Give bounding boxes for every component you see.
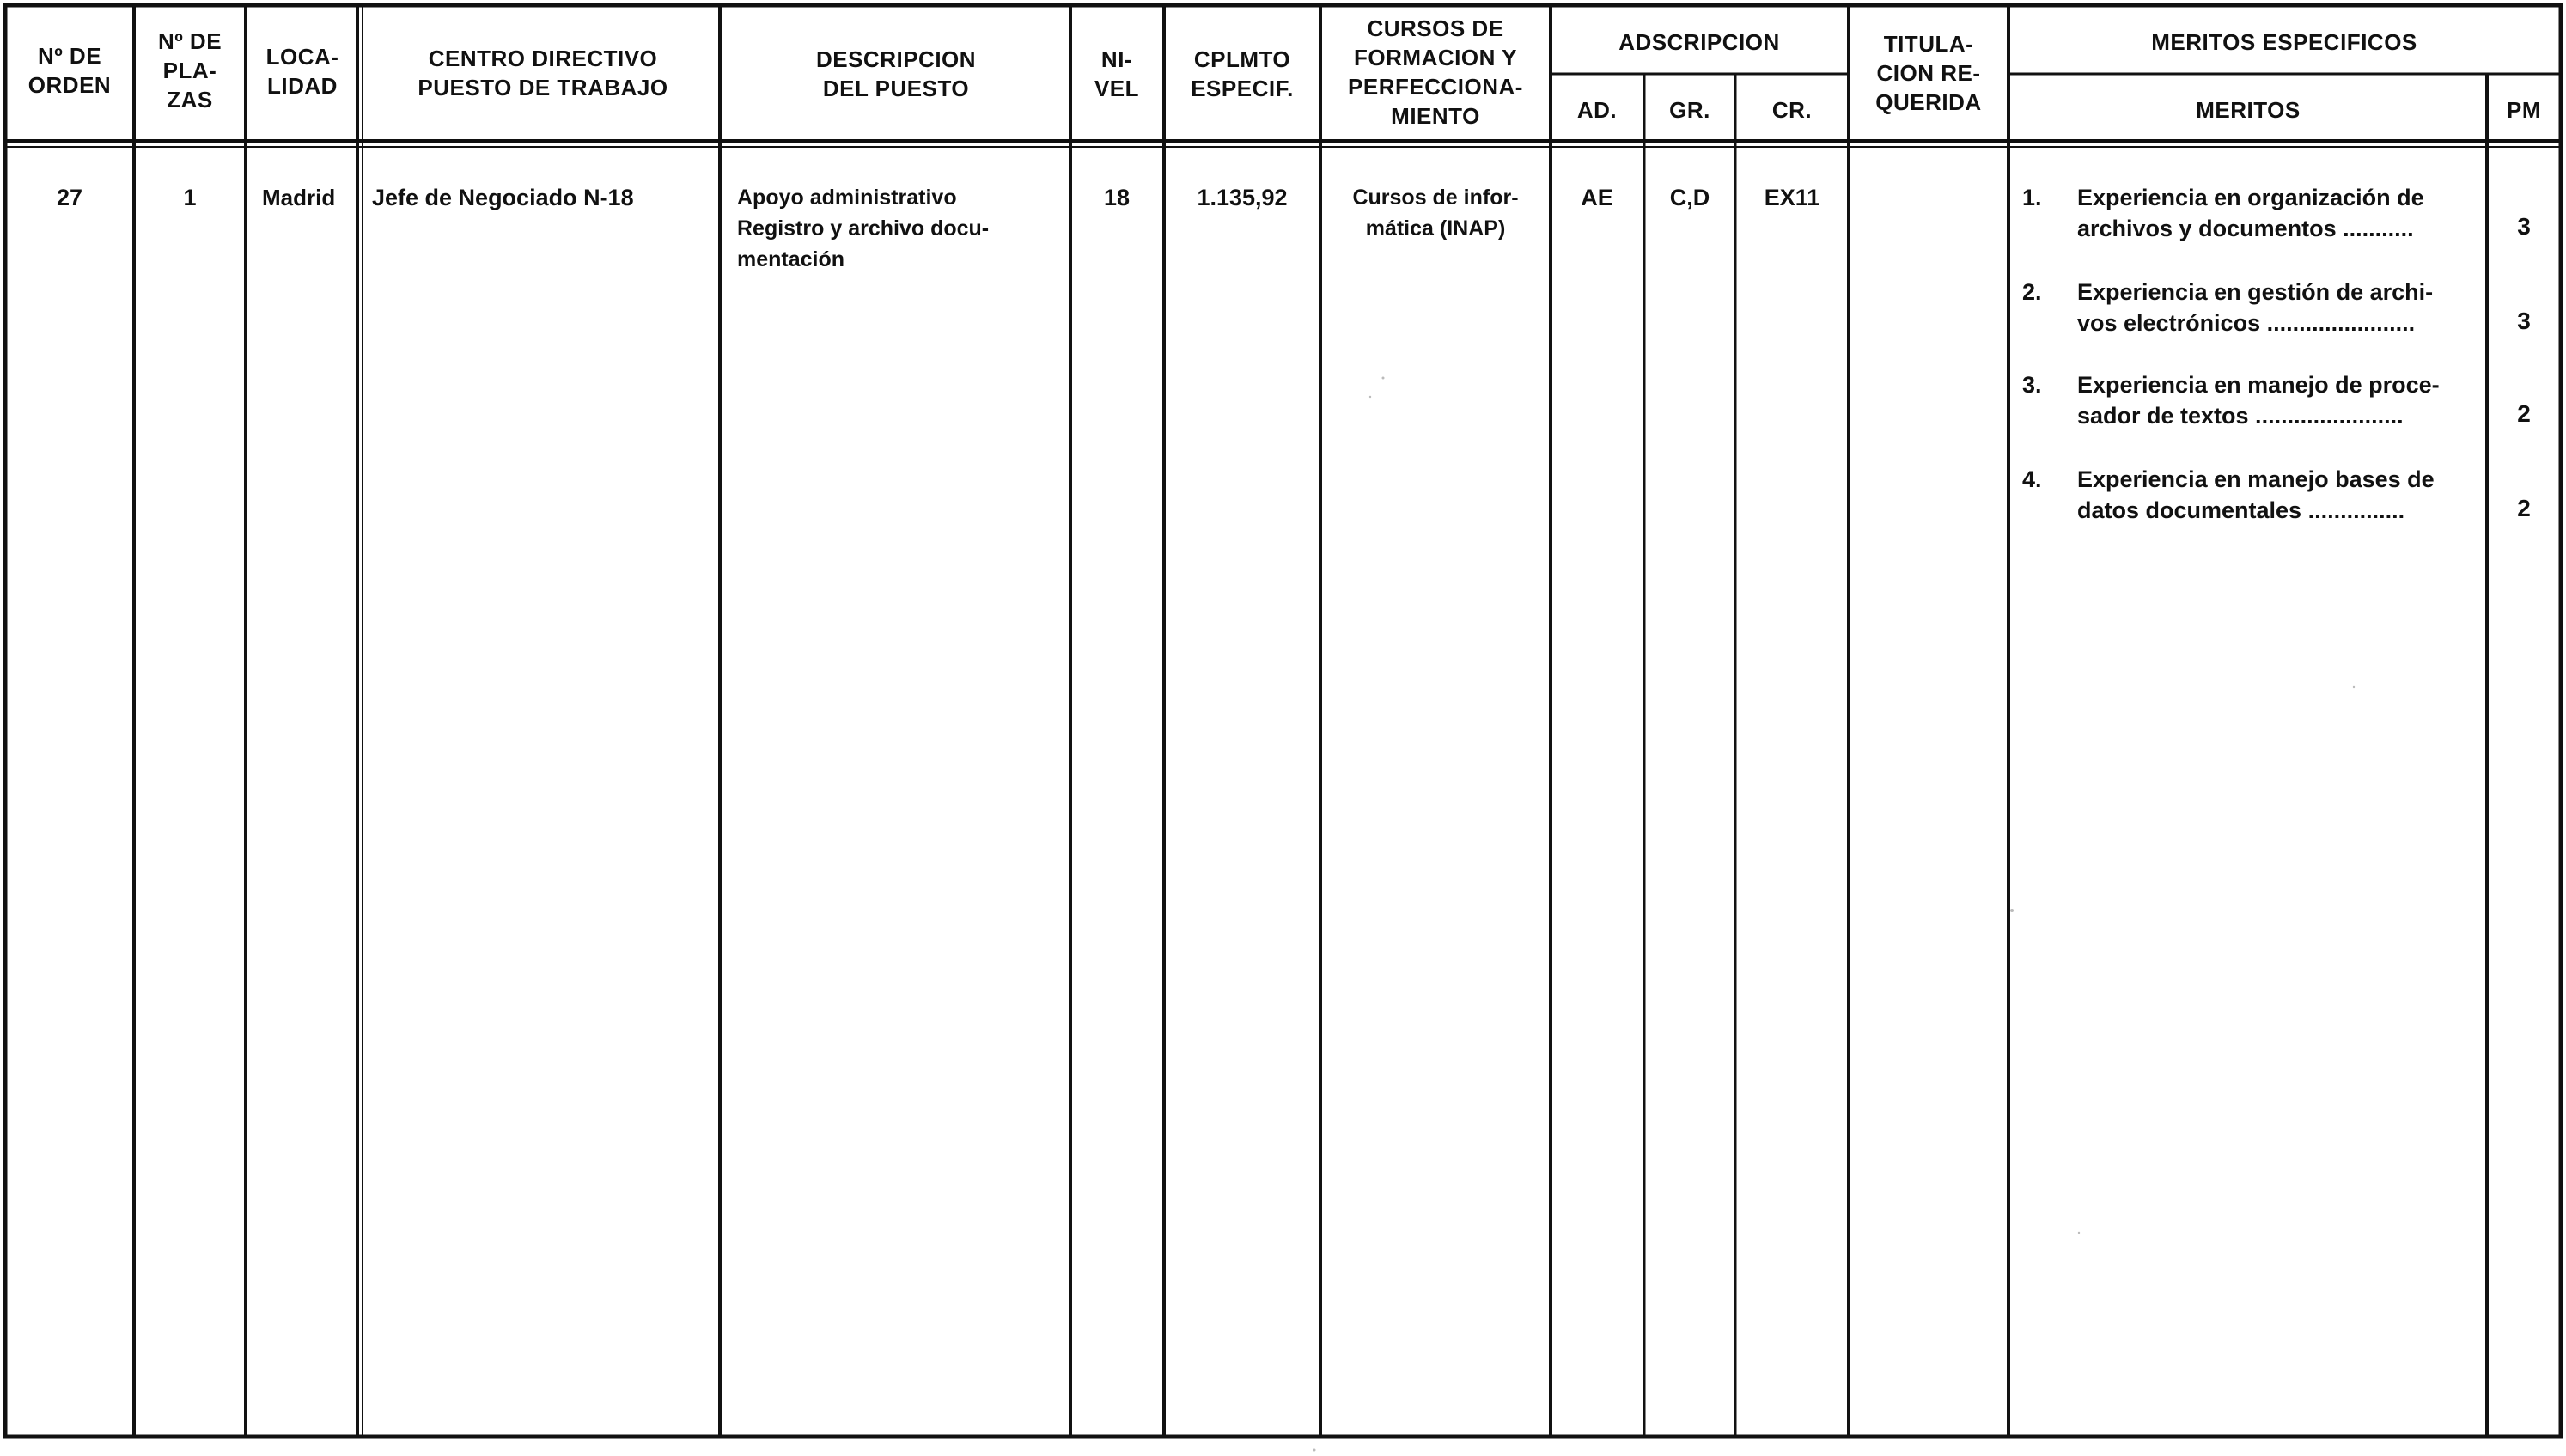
merito-2-text: Experiencia en gestión de archi- vos electrónicos ....................... <box>2077 279 2434 336</box>
cell-descripcion: Apoyo administrativo Registro y archivo docu- mentación <box>737 186 990 271</box>
header-nivel: NI- VEL <box>1094 46 1140 101</box>
cell-cr: EX11 <box>1764 185 1820 210</box>
merito-3-text: Experiencia en manejo de proce- sador de textos ....................... <box>2077 372 2440 429</box>
header-adscripcion: ADSCRIPCION <box>1618 29 1780 55</box>
merito-4-pm: 2 <box>2517 495 2531 521</box>
merito-1-text: Experiencia en organización de archivos y documentos ........... <box>2077 185 2424 241</box>
header-cr: CR. <box>1771 97 1813 123</box>
merito-4-text: Experiencia en manejo bases de datos documentales ............... <box>2077 466 2435 523</box>
header-pm: PM <box>2507 97 2541 123</box>
header-descripcion: DESCRIPCION DEL PUESTO <box>815 46 977 101</box>
header-ad: AD. <box>1576 97 1618 123</box>
header-titulacion: TITULA- CION RE- QUERIDA <box>1875 31 1982 115</box>
cell-nivel: 18 <box>1103 185 1131 210</box>
merito-3-num: 3. <box>2022 372 2042 398</box>
cell-plazas: 1 <box>183 185 197 210</box>
header-meritos-especificos: MERITOS ESPECIFICOS <box>2151 29 2417 55</box>
cell-centro: Jefe de Negociado N-18 <box>372 185 634 210</box>
cell-cursos: Cursos de infor- mática (INAP) <box>1352 186 1519 241</box>
cell-cplmto: 1.135,92 <box>1197 185 1288 210</box>
merito-1-pm: 3 <box>2517 213 2531 240</box>
merito-1-num: 1. <box>2022 185 2042 210</box>
header-gr: GR. <box>1669 97 1710 123</box>
cell-orden: 27 <box>56 185 83 210</box>
merito-3-pm: 2 <box>2517 400 2531 427</box>
header-localidad: LOCA- LIDAD <box>265 44 339 99</box>
cell-localidad: Madrid <box>262 185 336 210</box>
header-orden: Nº DE ORDEN <box>27 43 112 98</box>
cell-gr: C,D <box>1669 185 1710 210</box>
header-plazas: Nº DE PLA- ZAS <box>157 28 222 113</box>
cell-ad: AE <box>1581 185 1613 210</box>
header-cursos: CURSOS DE FORMACION Y PERFECCIONA- MIENTO <box>1348 15 1523 129</box>
merito-2-pm: 3 <box>2517 308 2531 334</box>
merito-4-num: 4. <box>2022 466 2042 492</box>
header-cplmto: CPLMTO ESPECIF. <box>1191 46 1294 101</box>
merito-2-num: 2. <box>2022 279 2042 305</box>
header-meritos: MERITOS <box>2196 97 2301 123</box>
header-centro: CENTRO DIRECTIVO PUESTO DE TRABAJO <box>418 46 668 101</box>
